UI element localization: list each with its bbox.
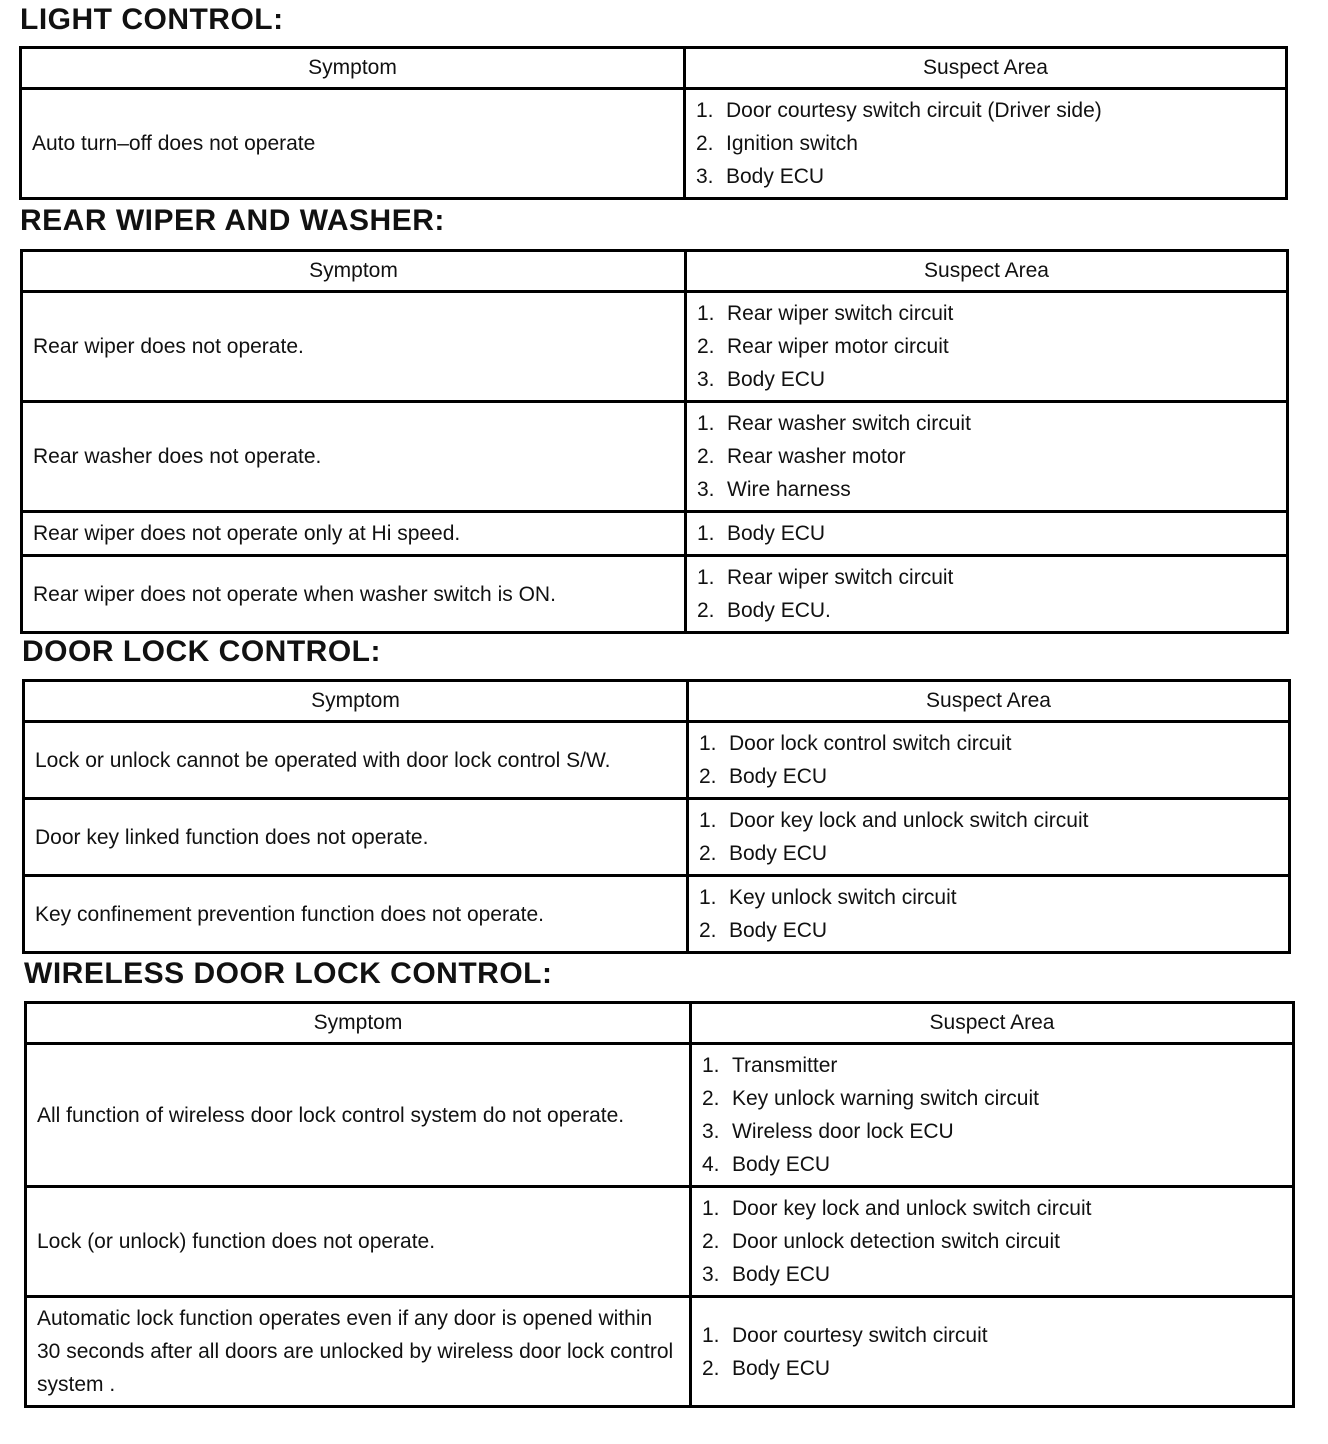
suspect-list — [702, 1192, 1282, 1291]
suspect-area-cell — [688, 799, 1290, 876]
suspect-item — [699, 760, 1278, 793]
suspect-item — [697, 297, 1276, 330]
suspect-item — [697, 330, 1276, 363]
suspect-text: Body ECU. — [727, 599, 831, 622]
suspect-list — [699, 727, 1278, 793]
suspect-item — [699, 914, 1278, 947]
symptom-cell: Rear washer does not operate. — [22, 402, 686, 512]
suspect-area-header: Suspect Area — [688, 681, 1290, 722]
suspect-area-header: Suspect Area — [685, 48, 1287, 89]
suspect-item — [702, 1319, 1282, 1352]
symptom-cell: Rear wiper does not operate when washer switch is ON. — [22, 556, 686, 633]
item-number: 3. — [697, 478, 715, 501]
section-title: WIRELESS DOOR LOCK CONTROL: — [24, 957, 553, 990]
suspect-area-cell — [685, 89, 1287, 199]
suspect-list — [697, 517, 1276, 550]
item-number: 1. — [699, 809, 717, 832]
suspect-list — [702, 1319, 1282, 1385]
suspect-text: Ignition switch — [726, 132, 858, 155]
suspect-text: Body ECU — [729, 765, 828, 788]
suspect-text: Body ECU — [732, 1263, 831, 1286]
light-control-table — [19, 46, 1288, 200]
table-row — [26, 1187, 1294, 1297]
table-row — [22, 512, 1288, 556]
item-number: 1. — [696, 99, 714, 122]
door-lock-control-table — [22, 679, 1291, 954]
suspect-area-cell — [686, 292, 1288, 402]
item-number: 3. — [702, 1263, 720, 1286]
suspect-item — [696, 94, 1275, 127]
suspect-item — [702, 1115, 1282, 1148]
section-door-lock-control — [22, 634, 381, 670]
item-number: 1. — [697, 566, 715, 589]
table-row — [26, 1297, 1294, 1407]
suspect-item — [702, 1258, 1282, 1291]
item-number: 2. — [699, 842, 717, 865]
suspect-item — [702, 1192, 1282, 1225]
section-rear-wiper-washer — [20, 203, 445, 239]
symptom-cell: Automatic lock function operates even if any door is opened within 30 seconds after all doors are unlocked by wireless door lock control system . — [26, 1297, 691, 1407]
suspect-item — [702, 1049, 1282, 1082]
suspect-item — [702, 1225, 1282, 1258]
section-title: REAR WIPER AND WASHER: — [20, 204, 445, 237]
table-row — [22, 292, 1288, 402]
suspect-text: Rear wiper motor circuit — [727, 335, 949, 358]
item-number: 3. — [702, 1120, 720, 1143]
suspect-item — [697, 517, 1276, 550]
table-row — [22, 402, 1288, 512]
suspect-text: Body ECU — [727, 522, 826, 545]
suspect-text: Wireless door lock ECU — [732, 1120, 954, 1143]
symptom-cell: Door key linked function does not operate. — [24, 799, 688, 876]
suspect-text: Body ECU — [729, 842, 828, 865]
item-number: 2. — [697, 445, 715, 468]
item-number: 3. — [696, 165, 714, 188]
section-title: DOOR LOCK CONTROL: — [22, 635, 381, 668]
suspect-text: Key unlock switch circuit — [729, 886, 957, 909]
item-number: 1. — [699, 732, 717, 755]
item-number: 2. — [699, 919, 717, 942]
suspect-text: Rear wiper switch circuit — [727, 302, 954, 325]
suspect-text: Door key lock and unlock switch circuit — [732, 1197, 1092, 1220]
symptom-cell: All function of wireless door lock control system do not operate. — [26, 1044, 691, 1187]
symptom-cell: Lock (or unlock) function does not operate. — [26, 1187, 691, 1297]
suspect-text: Rear washer motor — [727, 445, 906, 468]
suspect-area-header: Suspect Area — [691, 1003, 1294, 1044]
item-number: 1. — [697, 302, 715, 325]
table-row — [21, 89, 1287, 199]
item-number: 1. — [697, 412, 715, 435]
symptom-cell: Lock or unlock cannot be operated with door lock control S/W. — [24, 722, 688, 799]
suspect-item — [697, 363, 1276, 396]
section-light-control — [20, 2, 284, 38]
suspect-text: Door lock control switch circuit — [729, 732, 1012, 755]
suspect-area-cell — [691, 1187, 1294, 1297]
suspect-text: Body ECU — [726, 165, 825, 188]
suspect-list — [697, 297, 1276, 396]
symptom-header: Symptom — [24, 681, 688, 722]
suspect-text: Body ECU — [732, 1153, 831, 1176]
suspect-item — [699, 727, 1278, 760]
rear-wiper-washer-table — [20, 249, 1289, 634]
suspect-item — [697, 594, 1276, 627]
suspect-item — [697, 473, 1276, 506]
item-number: 2. — [702, 1356, 720, 1380]
suspect-area-header: Suspect Area — [686, 251, 1288, 292]
symptom-cell: Key confinement prevention function does not operate. — [24, 876, 688, 953]
item-number: 1. — [702, 1197, 720, 1220]
item-number: 2. — [699, 765, 717, 788]
suspect-area-cell — [691, 1297, 1294, 1407]
item-number: 4. — [702, 1153, 720, 1176]
suspect-list — [697, 407, 1276, 506]
suspect-list — [696, 94, 1275, 193]
suspect-area-cell — [686, 402, 1288, 512]
suspect-item — [696, 127, 1275, 160]
suspect-item — [699, 837, 1278, 870]
suspect-item — [697, 440, 1276, 473]
suspect-text: Body ECU — [727, 368, 826, 391]
suspect-text: Transmitter — [732, 1054, 838, 1077]
suspect-item — [699, 881, 1278, 914]
item-number: 1. — [702, 1323, 720, 1347]
suspect-list — [699, 881, 1278, 947]
section-wireless-door-lock-control — [24, 956, 552, 992]
suspect-item — [702, 1352, 1282, 1385]
symptom-header: Symptom — [26, 1003, 691, 1044]
section-title: LIGHT CONTROL: — [20, 3, 284, 36]
suspect-area-cell — [688, 876, 1290, 953]
suspect-area-cell — [688, 722, 1290, 799]
symptom-cell: Rear wiper does not operate. — [22, 292, 686, 402]
item-number: 2. — [697, 599, 715, 622]
suspect-text: Wire harness — [727, 478, 851, 501]
suspect-list — [697, 561, 1276, 627]
suspect-list — [699, 804, 1278, 870]
suspect-text: Door courtesy switch circuit (Driver side) — [726, 99, 1102, 122]
symptom-header: Symptom — [22, 251, 686, 292]
suspect-text: Door unlock detection switch circuit — [732, 1230, 1060, 1253]
suspect-text: Rear wiper switch circuit — [727, 566, 954, 589]
suspect-area-cell — [686, 556, 1288, 633]
suspect-area-cell — [686, 512, 1288, 556]
symptom-header: Symptom — [21, 48, 685, 89]
table-row — [24, 722, 1290, 799]
item-number: 3. — [697, 368, 715, 391]
item-number: 2. — [702, 1230, 720, 1253]
table-row — [24, 876, 1290, 953]
suspect-item — [702, 1148, 1282, 1181]
suspect-item — [702, 1082, 1282, 1115]
item-number: 2. — [702, 1087, 720, 1110]
suspect-list — [702, 1049, 1282, 1181]
suspect-text: Body ECU — [729, 919, 828, 942]
suspect-item — [697, 407, 1276, 440]
suspect-text: Key unlock warning switch circuit — [732, 1087, 1039, 1110]
wireless-door-lock-control-table — [24, 1001, 1295, 1408]
item-number: 1. — [702, 1054, 720, 1077]
item-number: 1. — [697, 522, 715, 545]
suspect-item — [696, 160, 1275, 193]
suspect-text: Door key lock and unlock switch circuit — [729, 809, 1089, 832]
symptom-cell: Rear wiper does not operate only at Hi speed. — [22, 512, 686, 556]
suspect-item — [699, 804, 1278, 837]
table-row — [26, 1044, 1294, 1187]
suspect-text: Door courtesy switch circuit — [732, 1323, 988, 1347]
item-number: 1. — [699, 886, 717, 909]
suspect-text: Rear washer switch circuit — [727, 412, 971, 435]
suspect-area-cell — [691, 1044, 1294, 1187]
suspect-text: Body ECU — [732, 1356, 831, 1380]
table-row — [22, 556, 1288, 633]
item-number: 2. — [697, 335, 715, 358]
suspect-item — [697, 561, 1276, 594]
symptom-cell: Auto turn–off does not operate — [21, 89, 685, 199]
item-number: 2. — [696, 132, 714, 155]
table-row — [24, 799, 1290, 876]
